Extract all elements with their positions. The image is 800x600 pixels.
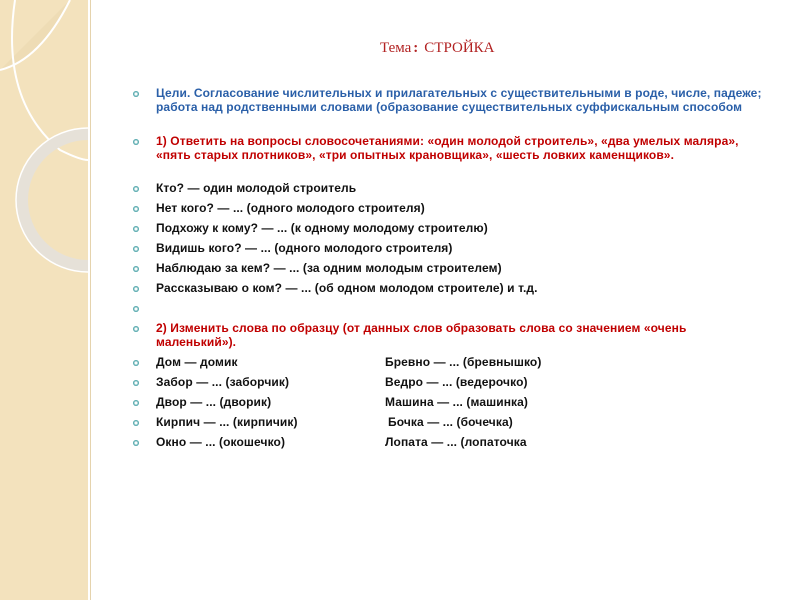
task2-bullet: 2) Изменить слова по образцу (от данных слов образовать слова со значением «очень маленький»). [156, 322, 766, 349]
title-colon: : [413, 40, 419, 56]
title-topic: СТРОЙКА [424, 40, 495, 56]
pair-right: Бочка — ... (бочечка) [388, 415, 513, 429]
pair-right: Ведро — ... (ведерочко) [385, 375, 528, 389]
pair-left: Дом — домик [156, 355, 238, 369]
list-item: Видишь кого? — ... (одного молодого строителя) [156, 242, 766, 256]
goal-bullet: Цели. Согласование числительных и прилагательных с существительными в роде, числе, падеже; работа над родственными словами (образование существительных суффискальным способом [156, 87, 766, 114]
pair-right: Лопата — ... (лопаточка [385, 435, 527, 449]
list-item [156, 436, 766, 450]
decorative-side-panel [0, 0, 90, 600]
list-item [156, 396, 766, 410]
pair-left: Окно — ... (окошечко) [156, 435, 286, 449]
pair-left: Забор — ... (заборчик) [156, 375, 290, 389]
pair-left: Кирпич — ... (кирпичик) [156, 415, 298, 429]
task1-bullet: 1) Ответить на вопросы словосочетаниями: «один молодой строитель», «два умелых маляра», «пять старых плотников», «три опытных крановщика», «шесть ловких каменщиков». [156, 135, 766, 162]
title-label: Тема [380, 40, 412, 56]
list-item [156, 376, 766, 390]
list-item: Наблюдаю за кем? — ... (за одним молодым строителем) [156, 262, 766, 276]
slide-title [380, 40, 495, 57]
decorative-circles [0, 0, 88, 600]
list-item: Кто? — один молодой строитель [156, 182, 766, 196]
list-item: Нет кого? — ... (одного молодого строителя) [156, 202, 766, 216]
list-item: Подхожу к кому? — ... (к одному молодому строителю) [156, 222, 766, 236]
list-item: Рассказываю о ком? — ... (об одном молодом строителе) и т.д. [156, 282, 766, 296]
list-item [156, 416, 766, 430]
pair-left: Двор — ... (дворик) [156, 395, 272, 409]
list-item [156, 356, 766, 370]
pair-right: Машина — ... (машинка) [385, 395, 529, 409]
pair-right: Бревно — ... (бревнышко) [385, 355, 542, 369]
